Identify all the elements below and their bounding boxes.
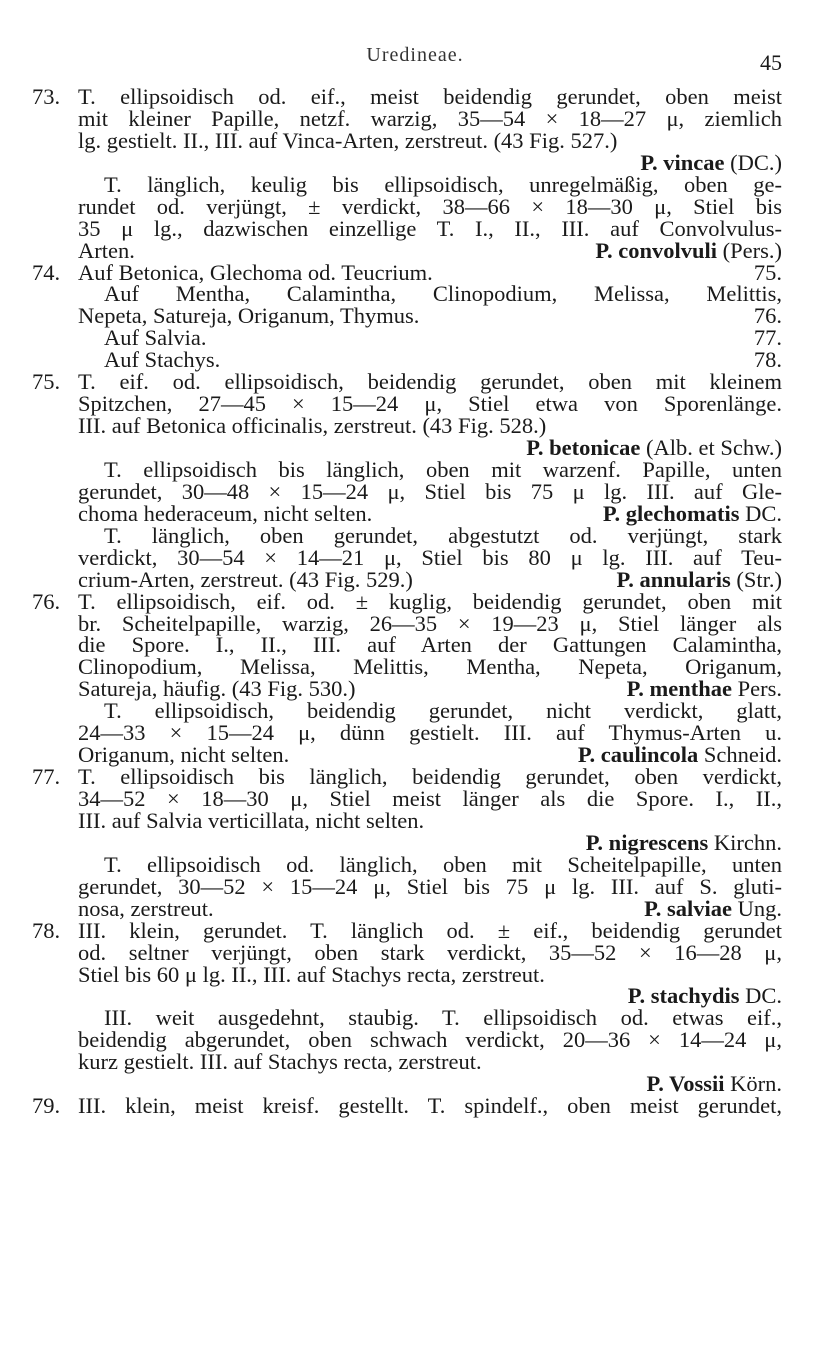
text-line <box>0 873 830 899</box>
text-line <box>0 478 830 504</box>
text-line <box>0 415 830 437</box>
text-line <box>0 327 830 349</box>
text-line <box>0 807 830 833</box>
text-line <box>0 1029 830 1051</box>
text-line <box>0 349 830 371</box>
text-line <box>0 588 830 614</box>
text-line <box>0 851 830 877</box>
text-line <box>0 895 830 921</box>
cross-reference: 78. <box>753 347 782 373</box>
text-line <box>0 215 830 241</box>
line-text: rundet od. verjüngt, ± verdickt, 38—66 × 18—30 μ, Stiel bis <box>78 193 782 219</box>
text-line <box>0 500 830 526</box>
species-name: P. menthae Pers. <box>626 676 782 702</box>
line-text: lg. gestielt. II., III. auf Vinca-Arten, zerstreut. (43 Fig. 527.) <box>78 127 618 153</box>
entry-number: 75. <box>32 369 61 395</box>
species-name: P. salviae Ung. <box>644 895 782 921</box>
line-text: T. ellipsoidisch, beidendig gerundet, nicht verdickt, glatt, <box>104 698 782 724</box>
text-line <box>0 1007 830 1029</box>
line-text: Satureja, häufig. (43 Fig. 530.) <box>78 676 356 702</box>
line-text: Spitzchen, 27—45 × 15—24 μ, Stiel etwa von Sporenlänge. <box>78 391 782 417</box>
entry-number: 77. <box>32 764 61 790</box>
line-text: III. auf Salvia verticillata, nicht selten. <box>78 807 425 833</box>
line-text: gerundet, 30—48 × 15—24 μ, Stiel bis 75 μ lg. III. auf Gle- <box>78 478 782 504</box>
text-line <box>0 437 830 459</box>
line-text: T. eif. od. ellipsoidisch, beidendig gerundet, oben mit kleinem <box>78 369 782 395</box>
text-line <box>0 1073 830 1095</box>
line-text: Arten. <box>78 237 135 263</box>
line-text: beidendig abgerundet, oben schwach verdickt, 20—36 × 14—24 μ, <box>78 1027 782 1053</box>
line-text: mit kleiner Papille, netzf. warzig, 35—54 × 18—27 μ, ziemlich <box>78 105 782 131</box>
text-line <box>0 283 830 305</box>
line-text: 24—33 × 15—24 μ, dünn gestielt. III. auf Thymus-Arten u. <box>78 720 782 746</box>
line-text: Nepeta, Satureja, Origanum, Thymus. <box>78 303 420 329</box>
line-text: III. auf Betonica officinalis, zerstreut. (43 Fig. 528.) <box>78 413 547 439</box>
text-line <box>0 985 830 1007</box>
cross-reference: 76. <box>753 303 782 329</box>
species-name: P. caulincola Schneid. <box>577 742 782 768</box>
text-line <box>0 610 830 636</box>
line-text: kurz gestielt. III. auf Stachys recta, zerstreut. <box>78 1049 482 1075</box>
text-line <box>0 105 830 131</box>
line-text: T. ellipsoidisch od. länglich, oben mit Scheitelpapille, unten <box>104 851 782 877</box>
line-text: III. klein, meist kreisf. gestellt. T. spindelf., oben meist gerundet, <box>78 1093 782 1119</box>
species-name: P. nigrescens Kirchn. <box>585 829 782 855</box>
cross-reference: 77. <box>753 325 782 351</box>
line-text: III. klein, gerundet. T. länglich od. ± eif., beidendig gerundet <box>78 917 782 943</box>
line-text: Origanum, nicht selten. <box>78 742 290 768</box>
entry-number: 73. <box>32 84 61 109</box>
text-line <box>0 86 830 108</box>
text-line <box>0 393 830 415</box>
text-line <box>0 744 830 766</box>
line-text: verdickt, 30—54 × 14—21 μ, Stiel bis 80 μ lg. III. auf Teu- <box>78 544 782 570</box>
text-line <box>0 566 830 592</box>
entry-number: 76. <box>32 588 61 614</box>
species-name: P. vincae (DC.) <box>640 149 782 175</box>
text-line <box>0 634 830 656</box>
page-header <box>0 44 830 74</box>
text-line <box>0 722 830 744</box>
text-line <box>0 237 830 263</box>
line-text: T. ellipsoidisch od. eif., meist beidendig gerundet, oben meist <box>78 84 782 109</box>
text-line <box>0 917 830 943</box>
line-text: Clinopodium, Melissa, Melittis, Mentha, Nepeta, Origanum, <box>78 654 782 680</box>
line-text: Auf Stachys. <box>104 347 221 373</box>
text-line <box>0 193 830 219</box>
text-line <box>0 700 830 722</box>
text-body <box>0 86 830 1117</box>
text-line <box>0 1095 830 1117</box>
line-text: od. seltner verjüngt, oben stark verdickt, 35—52 × 16—28 μ, <box>78 939 782 965</box>
running-title: Uredineae. <box>366 44 464 66</box>
species-name: P. betonicae (Alb. et Schw.) <box>526 435 782 460</box>
cross-reference: 75. <box>753 259 782 285</box>
text-line <box>0 939 830 965</box>
text-line <box>0 305 830 327</box>
line-text: choma hederaceum, nicht selten. <box>78 500 373 526</box>
entry-number: 79. <box>32 1093 61 1119</box>
text-line <box>0 522 830 548</box>
line-text: 35 μ lg., dazwischen einzellige T. I., II., III. auf Convolvulus- <box>78 215 782 241</box>
species-name: P. annularis (Str.) <box>616 566 782 592</box>
line-text: Auf Mentha, Calamintha, Clinopodium, Melissa, Melittis, <box>104 281 782 307</box>
line-text: Auf Salvia. <box>104 325 207 351</box>
text-line <box>0 171 830 197</box>
text-line <box>0 1051 830 1073</box>
line-text: Stiel bis 60 μ lg. II., III. auf Stachys recta, zerstreut. <box>78 961 545 987</box>
entry-number: 78. <box>32 917 61 943</box>
line-text: gerundet, 30—52 × 15—24 μ, Stiel bis 75 μ lg. III. auf S. gluti- <box>78 873 782 899</box>
line-text: Auf Betonica, Glechoma od. Teucrium. <box>78 259 433 285</box>
text-line <box>0 544 830 570</box>
line-text: nosa, zerstreut. <box>78 895 214 921</box>
line-text: T. ellipsoidisch, eif. od. ± kuglig, beidendig gerundet, oben mit <box>78 588 782 614</box>
text-line <box>0 149 830 175</box>
page-number: 45 <box>760 50 782 75</box>
species-name: P. stachydis DC. <box>627 983 782 1009</box>
line-text: br. Scheitelpapille, warzig, 26—35 × 19—23 μ, Stiel länger als <box>78 610 782 636</box>
text-line <box>0 829 830 855</box>
entry-number: 74. <box>32 259 61 285</box>
line-text: 34—52 × 18—30 μ, Stiel meist länger als die Spore. I., II., <box>78 786 782 811</box>
line-text: die Spore. I., II., III. auf Arten der Gattungen Calamintha, <box>78 632 782 658</box>
text-line <box>0 127 830 153</box>
line-text: crium-Arten, zerstreut. (43 Fig. 529.) <box>78 566 413 592</box>
text-line <box>0 766 830 788</box>
line-text: T. länglich, oben gerundet, abgestutzt od. verjüngt, stark <box>104 522 782 548</box>
text-line <box>0 259 830 285</box>
line-text: T. ellipsoidisch bis länglich, oben mit warzenf. Papille, unten <box>104 456 782 482</box>
line-text: T. ellipsoidisch bis länglich, beidendig gerundet, oben verdickt, <box>78 764 782 790</box>
species-name: P. glechomatis DC. <box>602 500 782 526</box>
text-line <box>0 456 830 482</box>
species-name: P. Vossii Körn. <box>646 1071 782 1097</box>
text-line <box>0 656 830 678</box>
line-text: T. länglich, keulig bis ellipsoidisch, unregelmäßig, oben ge- <box>104 171 782 197</box>
text-line <box>0 788 830 810</box>
text-line <box>0 371 830 393</box>
text-line <box>0 961 830 987</box>
text-line <box>0 678 830 700</box>
line-text: III. weit ausgedehnt, staubig. T. ellipsoidisch od. etwas eif., <box>104 1005 782 1031</box>
species-name: P. convolvuli (Pers.) <box>595 237 782 263</box>
